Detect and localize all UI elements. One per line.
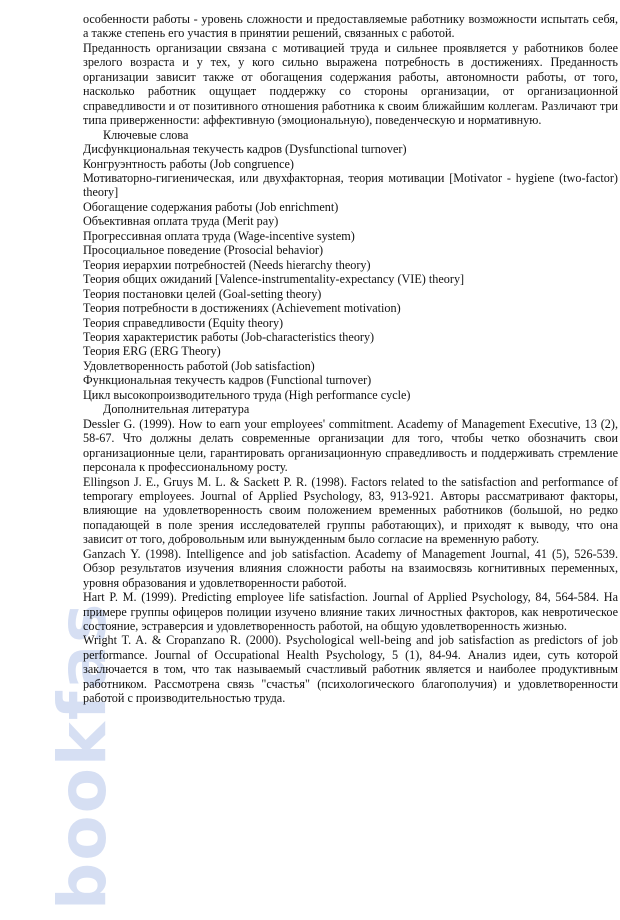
reference-item: Hart P. M. (1999). Predicting employee life satisfaction. Journal of Applied Psychology, 84, 564-584. На примере группы офицеров полиции изучено влияние таких личностных факторов, как невротическое состояние, эстраверсия и удовлетворенность работой, на общую удовлетворенность жизнью. [83, 590, 618, 634]
keyword-item: Удовлетворенность работой (Job satisfaction) [83, 358, 315, 373]
keyword-item: Обогащение содержания работы (Job enrichment) [83, 199, 339, 214]
keyword-item: Теория иерархии потребностей (Needs hierarchy theory) [83, 257, 371, 272]
literature-heading: Дополнительная литература [103, 402, 250, 417]
keywords-list [83, 142, 618, 402]
keyword-item: Теория общих ожиданий [Valence-instrumentality-expectancy (VIE) theory] [83, 272, 465, 287]
references-list [83, 417, 618, 706]
keyword-item: Просоциальное поведение (Prosocial behavior) [83, 243, 324, 258]
reference-item: Ganzach Y. (1998). Intelligence and job satisfaction. Academy of Management Journal, 41 (5), 526-539. Обзор результатов изучения влияния сложности работы на взаимосвязь когнитивных переменных, уровня образования и удовлетворенности работой. [83, 546, 618, 590]
keyword-item: Дисфункциональная текучесть кадров (Dysfunctional turnover) [83, 142, 407, 157]
keyword-item: Теория ERG (ERG Theory) [83, 344, 221, 359]
keyword-item: Прогрессивная оплата труда (Wage-incentive system) [83, 228, 355, 243]
reference-item: Ellingson J. E., Gruys M. L. & Sackett P. R. (1998). Factors related to the satisfaction and performance of temporary employees. Journal of Applied Psychology, 83, 913-921. Авторы рассматривают факторы, влияющие на удовлетворенность своим положением временных работников (большой, но редко попадающей в поле зрения исследователей группы работающих), и приходят к выводу, что она зависит от того, добровольным или вынужденным было согласие на временную работу. [83, 474, 618, 547]
paragraph: особенности работы - уровень сложности и предоставляемые работнику возможности испытать себя, а также степень его участия в принятии решений, связанных с работой. [83, 12, 618, 41]
keyword-item: Цикл высокопроизводительного труда (High performance cycle) [83, 387, 411, 402]
reference-item: Dessler G. (1999). How to earn your employees' commitment. Academy of Management Executive, 13 (2), 58-67. Что должны делать современные организации для того, чтобы четко обозначить свои организационные цели, гарантировать организационную справедливость и поддерживать стремление персонала к профессиональному росту. [83, 416, 618, 475]
keyword-item: Теория потребности в достижениях (Achievement motivation) [83, 301, 401, 316]
keyword-item: Мотиваторно-гигиеническая, или двухфакторная, теория мотивации [Motivator - hygiene (two-factor) theory] [83, 170, 618, 200]
reference-item: Wright T. A. & Cropanzano R. (2000). Psychological well-being and job satisfaction as predictors of job performance. Journal of Occupational Health Psychology, 5 (1), 84-94. Анализ идеи, суть которой заключается в том, что так называемый счастливый работник является и наиболее продуктивным работником. Рассмотрена связь "счастья" (психологического благополучия) и удовлетворенности работой с производительностью труда. [83, 633, 618, 706]
paragraph: Преданность организации связана с мотивацией труда и сильнее проявляется у работников более зрелого возраста и у тех, у кого сильно выражена потребность в достижениях. Преданность организации зависит также от обогащения содержания работы, автономности работы, от того, насколько работник ощущает поддержку со стороны организации, от организационной справедливости и от позитивного отношения работника к своим ближайшим коллегам. Различают три типа приверженности: аффективную (эмоциональную), поведенческую и нормативную. [83, 40, 618, 128]
watermark-logo [2, 0, 121, 920]
keyword-item: Теория характеристик работы (Job-characteristics theory) [83, 329, 375, 344]
keyword-item: Объективная оплата труда (Merit pay) [83, 214, 279, 229]
keyword-item: Теория постановки целей (Goal-setting theory) [83, 286, 322, 301]
page-content [83, 12, 618, 706]
keyword-item: Конгруэнтность работы (Job congruence) [83, 156, 294, 171]
keyword-item: Функциональная текучесть кадров (Functional turnover) [83, 373, 372, 388]
keywords-heading: Ключевые слова [103, 127, 189, 142]
watermark-text: bookfas [44, 601, 121, 910]
keyword-item: Теория справедливости (Equity theory) [83, 315, 284, 330]
